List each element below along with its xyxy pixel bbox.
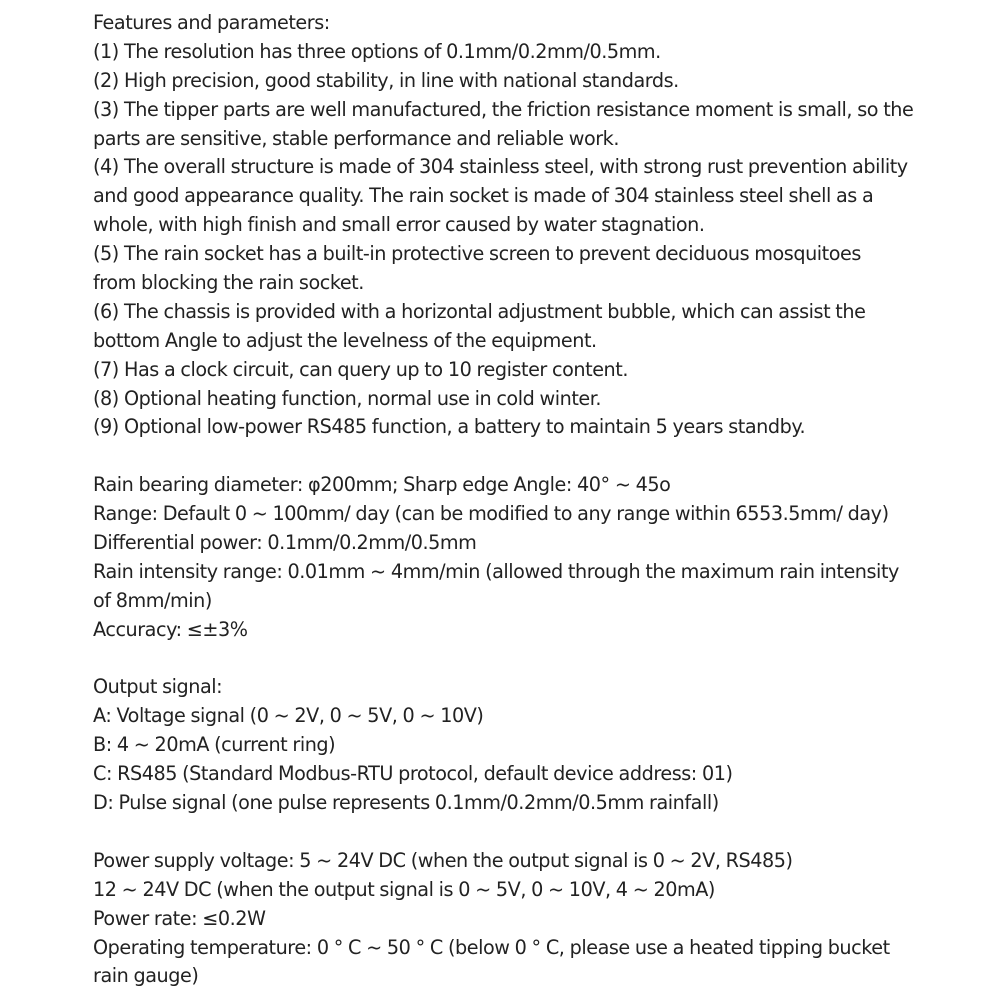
features-line: and good appearance quality. The rain socket is made of 304 stainless steel shell as a: [93, 184, 874, 208]
output-section: [93, 673, 933, 817]
specs-line: Differential power: 0.1mm/0.2mm/0.5mm: [93, 531, 477, 555]
features-line: whole, with high finish and small error caused by water stagnation.: [93, 213, 705, 237]
features-line: (4) The overall structure is made of 304 stainless steel, with strong rust prevention ability: [93, 155, 908, 179]
paragraph-gap: [93, 645, 933, 674]
specs-line: Rain bearing diameter: φ200mm; Sharp edge Angle: 40° ~ 45o: [93, 473, 671, 497]
output-line: C: RS485 (Standard Modbus-RTU protocol, default device address: 01): [93, 762, 733, 786]
output-line: B: 4 ~ 20mA (current ring): [93, 733, 336, 757]
features-line: (2) High precision, good stability, in line with national standards.: [93, 68, 679, 92]
features-section: [93, 9, 933, 442]
specs-line: of 8mm/min): [93, 588, 212, 612]
features-line: (8) Optional heating function, normal use in cold winter.: [93, 386, 602, 410]
specs-section: [93, 471, 933, 644]
output-line: D: Pulse signal (one pulse represents 0.1mm/0.2mm/0.5mm rainfall): [93, 791, 719, 815]
features-line: (1) The resolution has three options of 0.1mm/0.2mm/0.5mm.: [93, 39, 661, 63]
features-heading: Features and parameters:: [93, 11, 330, 34]
power-line: rain gauge): [93, 964, 199, 988]
features-line: from blocking the rain socket.: [93, 271, 364, 295]
paragraph-gap: [93, 818, 933, 847]
output-line: A: Voltage signal (0 ~ 2V, 0 ~ 5V, 0 ~ 10V): [93, 704, 484, 728]
features-line: parts are sensitive, stable performance and reliable work.: [93, 126, 619, 150]
document-body: [93, 9, 933, 991]
specs-line: Range: Default 0 ~ 100mm/ day (can be modified to any range within 6553.5mm/ day): [93, 502, 889, 526]
features-line: (6) The chassis is provided with a horizontal adjustment bubble, which can assist the: [93, 299, 866, 323]
features-line: (7) Has a clock circuit, can query up to 10 register content.: [93, 357, 628, 381]
features-line: (3) The tipper parts are well manufactured, the friction resistance moment is small, so the: [93, 97, 914, 121]
features-line: (9) Optional low-power RS485 function, a battery to maintain 5 years standby.: [93, 415, 806, 439]
power-section: [93, 847, 933, 991]
power-line: Power rate: ≤0.2W: [93, 906, 266, 930]
power-line: Power supply voltage: 5 ~ 24V DC (when the output signal is 0 ~ 2V, RS485): [93, 848, 793, 872]
output-heading: Output signal:: [93, 675, 223, 699]
specs-line: Rain intensity range: 0.01mm ~ 4mm/min (allowed through the maximum rain intensity: [93, 559, 899, 583]
paragraph-gap: [93, 442, 933, 471]
power-line: 12 ~ 24V DC (when the output signal is 0 ~ 5V, 0 ~ 10V, 4 ~ 20mA): [93, 877, 715, 901]
features-line: (5) The rain socket has a built-in protective screen to prevent deciduous mosquitoes: [93, 242, 861, 266]
specs-line: Accuracy: ≤±3%: [93, 617, 248, 641]
power-line: Operating temperature: 0 ° C ~ 50 ° C (below 0 ° C, please use a heated tipping bucket: [93, 935, 890, 959]
features-line: bottom Angle to adjust the levelness of the equipment.: [93, 328, 597, 352]
